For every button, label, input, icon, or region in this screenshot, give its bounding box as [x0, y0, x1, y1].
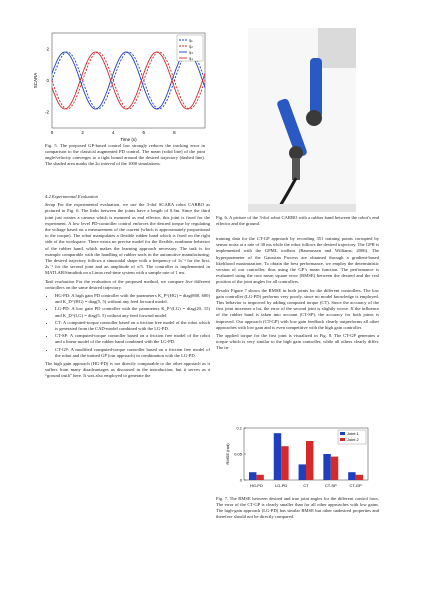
x-tick-label: HG-PD	[249, 483, 263, 488]
legend-label: q₄	[189, 55, 193, 61]
bar-joint-1	[323, 454, 330, 480]
y-axis-label: SCARA	[33, 72, 38, 89]
y-tick-label: 0.05	[234, 451, 242, 457]
task-text: For the evaluation of the proposed method, we compare five different controllers on the same desired trajectory.	[45, 278, 210, 290]
setup-paragraph	[45, 202, 210, 276]
y-axis-label: RMSE (rad)	[225, 443, 230, 465]
legend-label: Joint 2	[347, 437, 359, 442]
results-lead: Results	[216, 287, 230, 293]
x-tick-label: 4	[111, 130, 115, 135]
legend	[177, 35, 203, 61]
x-tick-label: 8	[173, 130, 176, 135]
results-paragraph	[216, 288, 379, 331]
list-item: • HG-PD: A high gain PD controller with the parameters K_P^(HG) = diag(800, 600) and K_D^(HG) = diag(5, 5) without any feed forward model.	[55, 293, 210, 305]
bar-joint-1	[274, 433, 281, 480]
bar-joint-2	[306, 441, 313, 480]
bar-joint-1	[348, 472, 355, 480]
x-tick-label: CT	[303, 483, 309, 488]
bar-joint-1	[249, 472, 256, 480]
bar-joint-2	[281, 446, 288, 480]
list-item: • CT-SP: A computed-torque controller based on a friction free model of the robot and a linear model of the rubber band combined with the LG-PD.	[55, 333, 210, 345]
setup-text: For the experimental evaluation, we use the 3-dof SCARA robot CARBO as pictured in Fig. 6. The links between the joints have a length of 0.3m. Since the third joint just rotates a camera which is mounted as end effector, this joint is fixed for the experiment. A low level PD-controller control enforces the desired torque by regulating the voltage based on a measurement of the current (which is approximately proportional to the torque). The robot manipulates a flexible rubber band which is fixed on the right side of the workspace. There exists no precise model for the flexible, nonlinear behavior of the rubber band, which makes the learning approach necessary. The task is for example comparable with the handling of rubber seals in the automotive manufacturing. The desired trajectory follows a sinusoidal shape with a frequency of 1s⁻¹ for the first, 2s⁻¹ for the second joint and an amplitude of π/5. The controller is implemented in MATLAB/Simulink on a Linux real-time system with a sample rate of 1 ms.	[45, 202, 211, 276]
x-tick-label: 6	[142, 130, 146, 135]
results-text: Figure 7 shows the RMSE in both joints for the different controllers. The low gain controller (LG-PD) performs very poorly, since no model knowledge is employed. This behavior is improved by adding computed torque (CT). Since the accuracy of the first joint increases a lot, the error of the second joint is slightly worse. If the influence of the rubber band is taken into account (CT-SP), the accuracy for both joints is improved. Our approach (CT-GP) with low gain feedback clearly outperforms all other approaches with low gain and is even competitive with the high gain controller.	[216, 287, 379, 330]
fig6-photo	[248, 28, 356, 212]
x-tick-label: CT-GP	[349, 483, 362, 488]
right-paragraph-1: training data for the CT-GP approach by recording 351 training points corrupted by sensor noise at a rate of 30 ms while the robot follows the desired trajectory. The GPR is implemented with the GPML toolbox (Rasmussen and Williams, 2006). The hyperparameter of the Gaussian Process are obtained through a gradient-based likelihood maximization. To obtain the best performance, we employ the deterministic version of our controller, thus using the GP’s mean function. The performance is evaluated using the root mean square error (RMSE) between the desired and the real position of the joint angles for all controllers.	[216, 236, 379, 285]
legend-label: q₁	[189, 37, 193, 43]
y-tick-label: 0	[239, 477, 242, 483]
y-tick-label: -2	[44, 109, 49, 115]
setup-lead: Setup	[45, 202, 56, 208]
x-tick-label: LG-PD	[275, 483, 288, 488]
results-paragraph-2: The applied torque for the first joint is visualized in Fig. 8. The CT-GP generates a torque which is very similar to the high gain controller, while all others clearly differ. The in-	[216, 333, 379, 351]
bar-joint-2	[331, 457, 338, 480]
fig5-chart	[30, 28, 210, 143]
legend-label: q₃	[189, 49, 193, 55]
fig7-svg	[222, 424, 372, 494]
section-heading: 4.2 Experimental Evaluation	[45, 194, 98, 199]
robot-image	[248, 28, 356, 212]
fig7-caption: Fig. 7. The RMSE between desired and true joint angles for the different control laws. The error of the CT-GP is clearly smaller than for all other approaches with low gains. The high-gain approach (LG-PD) has similar RMSE but other undesired properties and therefore should not be directly compared.	[216, 496, 379, 519]
list-item: • CT-GP: A modified computed-torque controller based on a friction free model of the robot and the trained GP (our approach) in combination with the LG-PD.	[55, 347, 210, 359]
x-tick-label: 0	[50, 130, 54, 135]
list-item: • LG-PD: A low gain PD controller with the parameters K_P^(LG) = diag(20, 15) and K_D^(LG) = diag(5, 5) without any feed forward model.	[55, 306, 210, 318]
legend-swatch	[340, 438, 345, 441]
x-tick-label: CT-SP	[324, 483, 337, 488]
left-end-paragraph: The high gain approach (HG-PD) is not directly comparable to the other approach as it suffers from many disadvantages as discussed in the introduction, but it serves as a “ground truth” here. It was also employed to generate the	[45, 361, 210, 379]
fig5-svg	[30, 28, 210, 143]
fig6-caption: Fig. 6. A picture of the 3-dof robot CARBO with a rubber band between the robot’s end effector and the ground.	[216, 215, 379, 226]
bar-joint-2	[256, 475, 263, 480]
legend-label: Joint 1	[347, 431, 359, 436]
controller-list	[45, 293, 210, 359]
legend	[338, 430, 366, 444]
y-tick-label: 0	[46, 78, 49, 83]
fig5-caption: Fig. 5. The proposed GP-based control law strongly reduces the tracking error in comparison to the classical augmented PD control. The mean (solid line) of the joint angle/velocity converges to a tight bound around the desired trajectory (dashed line). The shaded area marks the 2σ interval of the 1000 simulations.	[45, 143, 205, 166]
legend-label: q₂	[189, 43, 193, 49]
y-tick-label: 2	[46, 46, 49, 52]
task-lead: Task evaluation	[45, 278, 75, 284]
y-tick-label: 0.1	[236, 425, 242, 431]
x-axis-label: Time (s)	[120, 137, 137, 142]
bar-joint-1	[299, 464, 306, 480]
legend-swatch	[340, 432, 345, 435]
fig7-chart	[222, 424, 372, 494]
task-paragraph	[45, 279, 210, 291]
bar-joint-2	[356, 475, 363, 480]
list-item: • CT: A computed-torque controller based on a friction free model of the robot which is generated from the CAD-model combined with the LG-PD.	[55, 320, 210, 332]
x-tick-label: 2	[81, 130, 84, 135]
